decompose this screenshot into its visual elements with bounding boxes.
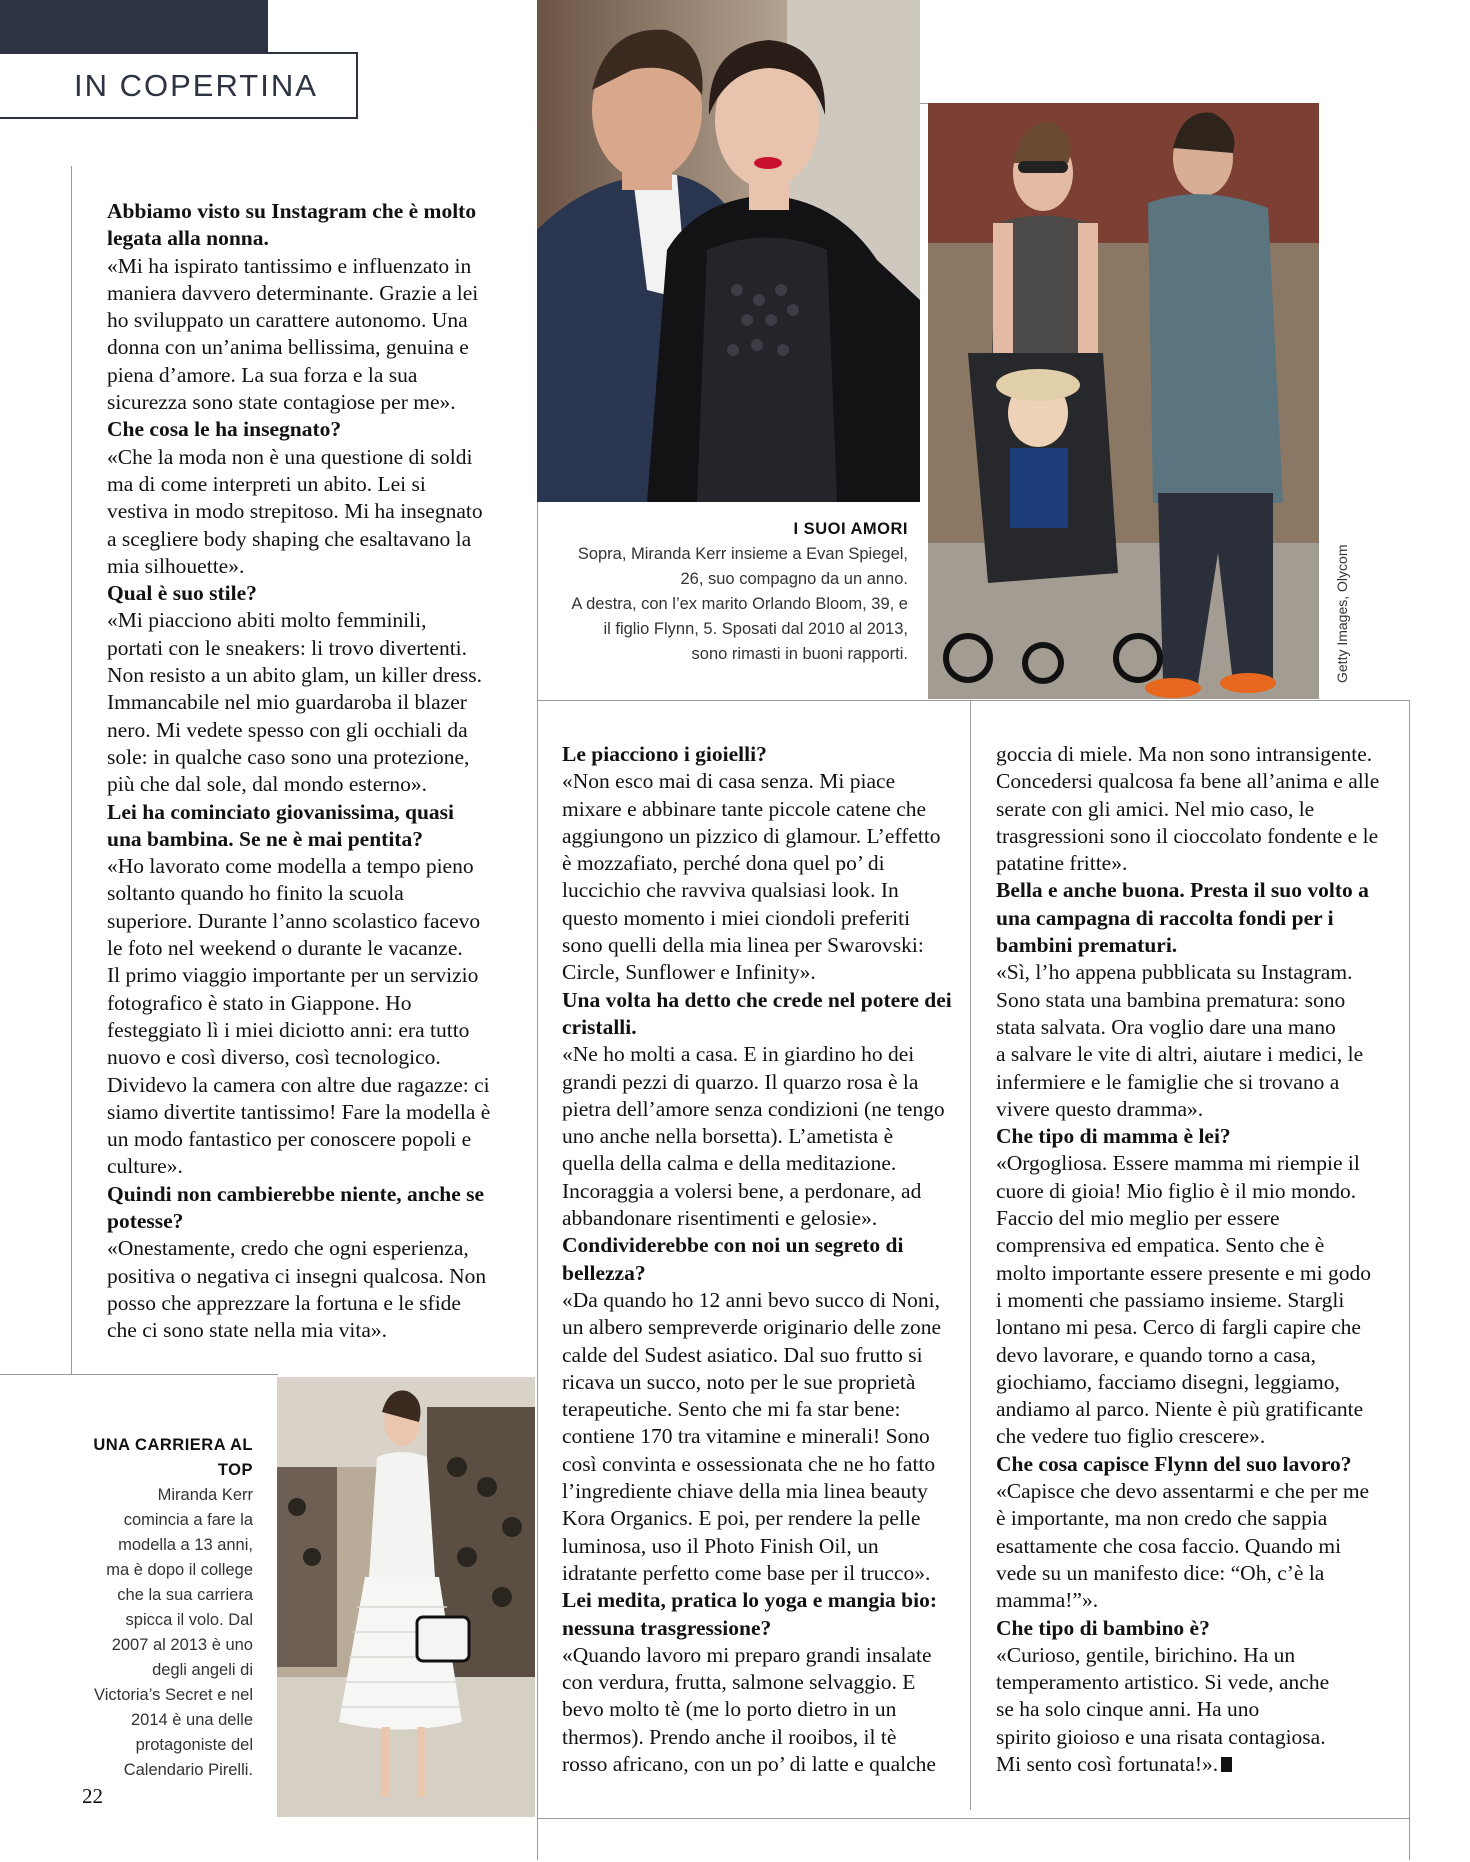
photo-couple [537,0,920,502]
interview-question-line: Abbiamo visto su Instagram che è molto [107,199,477,223]
interview-question-line: nessuna trasgressione? [562,1615,772,1640]
caption-amori-line: sono rimasti in buoni rapporti. [691,645,908,663]
interview-question-line: Condividerebbe con noi un segreto di [562,1233,904,1258]
interview-answer-line: se ha solo cinque anni. Ha uno [996,1697,1260,1722]
interview-answer-line: Concedersi qualcosa fa bene all’anima e alle [996,769,1380,794]
interview-answer-line: così convinta e ossessionata che ne ho fatto [562,1451,936,1476]
interview-question-line: Che tipo di bambino è? [996,1615,1210,1640]
interview-answer-line: è importante, ma non credo che sappia [996,1506,1328,1531]
caption-carriera-line: che la sua carriera [117,1586,253,1604]
interview-answer-line: sono quelli della mia linea per Swarovski: [562,933,924,958]
interview-answer-line: «Orgogliosa. Essere mamma mi riempie il [996,1151,1360,1176]
interview-answer-line: grandi pezzi di quarzo. Il quarzo rosa è la [562,1069,919,1094]
photo-runway [277,1377,535,1817]
interview-answer-line: stata salvata. Ora voglio dare una mano [996,1014,1336,1039]
interview-answer-line: vestiva in modo strepitoso. Mi ha insegnato [107,499,483,524]
caption-carriera-line: modella a 13 anni, [118,1536,253,1554]
section-label: IN COPERTINA [74,68,318,103]
interview-answer-line: spirito gioioso e una risata contagiosa. [996,1724,1326,1749]
interview-question-line: Una volta ha detto che crede nel potere dei [562,987,952,1012]
rule-middle-left [537,700,538,1860]
interview-answer-line: Immancabile nel mio guardaroba il blazer [107,690,467,715]
rule-top-right [920,103,928,104]
interview-answer-line: Faccio del mio meglio per essere [996,1206,1280,1231]
caption-carriera-line: comincia a fare la [123,1511,253,1529]
rule-left-bottom [0,1374,278,1375]
caption-carriera-line: degli angeli di [152,1661,253,1679]
interview-answer-line: «Mi piacciono abiti molto femminili, [107,608,427,633]
article-column-right [996,741,1401,1778]
interview-answer-line: quella della calma e della meditazione. [562,1151,897,1176]
interview-answer-line: l’ingrediente chiave della mia linea beauty [562,1479,928,1504]
interview-answer-line: cuore di gioia! Mio figlio è il mio mondo. [996,1178,1357,1203]
interview-answer-line: lontano mi pesa. Cerco di fargli capire che [996,1315,1361,1340]
interview-answer-line: piena d’amore. La sua forza e la sua [107,362,418,387]
caption-carriera [60,1433,253,1783]
interview-answer-line: bevo molto tè (me lo porto dietro in un [562,1697,897,1722]
interview-answer-line: a salvare le vite di altri, aiutare i medici, le [996,1042,1364,1067]
interview-question-line: bambini prematuri. [996,933,1178,958]
interview-answer-line: aggiungono un pizzico di glamour. L’effetto [562,823,941,848]
interview-question-line: Quindi non cambierebbe niente, anche se [107,1181,485,1206]
interview-answer-line: «Curioso, gentile, birichino. Ha un [996,1642,1296,1667]
interview-answer-line: mia silhouette». [107,553,245,578]
interview-answer-line: sole: in qualche caso sono una protezione, [107,744,470,769]
interview-answer-line: «Onestamente, credo che ogni esperienza, [107,1236,469,1261]
interview-answer-line: maniera davvero determinante. Grazie a lei [107,280,479,305]
interview-answer-line: «Mi ha ispirato tantissimo e influenzato in [107,253,472,278]
interview-answer-line: un albero sempreverde originario delle zone [562,1315,942,1340]
interview-answer-line: un modo fantastico per conoscere popoli e [107,1127,472,1152]
interview-answer-line: con verdura, frutta, salmone selvaggio. E [562,1670,916,1695]
interview-answer-line: nero. Mi vedete spesso con gli occhiali da [107,717,468,742]
photo-family [928,103,1319,699]
interview-answer-line: vivere questo dramma». [996,1096,1204,1121]
interview-question-line: bellezza? [562,1260,646,1285]
interview-answer-line: goccia di miele. Ma non sono intransigente. [996,742,1373,766]
caption-amori-title: I SUOI AMORI [793,520,908,538]
interview-answer-line: trasgressioni sono il cioccolato fondente e le [996,823,1379,848]
interview-answer-line: Dividevo la camera con altre due ragazze: ci [107,1072,490,1097]
interview-answer-line: portati con le sneakers: li trovo divertenti. [107,635,468,660]
rule-bottom [537,1818,1409,1819]
interview-answer-line: «Quando lavoro mi preparo grandi insalate [562,1642,932,1667]
interview-answer-line: luccichio che ravviva qualsiasi look. In [562,878,899,903]
interview-answer-line: sicurezza sono state contagiose per me». [107,390,456,415]
interview-answer-line: i momenti che passiamo insieme. Stargli [996,1287,1345,1312]
interview-question-line: Che tipo di mamma è lei? [996,1124,1231,1149]
caption-carriera-line: Victoria’s Secret e nel [94,1686,253,1704]
page-number: 22 [82,1784,103,1808]
interview-answer-line: «Ne ho molti a casa. E in giardino ho dei [562,1042,915,1067]
caption-carriera-line: ma è dopo il college [106,1561,253,1579]
photo-credit: Getty Images, Olycom [1334,544,1350,683]
interview-answer-line: è mozzafiato, perché dona quel po’ di [562,851,885,876]
interview-answer-line: Circle, Sunflower e Infinity». [562,960,816,985]
interview-answer-line: donna con un’anima bellissima, genuina e [107,335,469,360]
article-column-left [107,198,517,1344]
interview-answer-line: le foto nel weekend o durante le vacanze. [107,936,463,961]
interview-answer-line: Non resisto a un abito glam, un killer dress. [107,663,482,688]
interview-answer-line: «Da quando ho 12 anni bevo succo di Noni, [562,1287,940,1312]
interview-answer-line: Kora Organics. E poi, per rendere la pelle [562,1506,921,1531]
rule-mid [537,700,1410,701]
rule-left-column [71,166,72,1374]
interview-answer-line: calde del Sudest asiatico. Dal suo frutto si [562,1342,923,1367]
interview-answer-line: andiamo al parco. Niente è più gratificante [996,1397,1364,1422]
article-column-middle [562,741,967,1778]
caption-carriera-line: protagoniste del [135,1736,253,1754]
interview-answer-line: pietra dell’amore senza condizioni (ne tengo [562,1096,945,1121]
interview-answer-line: infermiere e le famiglie che si trovano a [996,1069,1340,1094]
interview-answer-line: siamo divertite tantissimo! Fare la modella è [107,1099,491,1124]
interview-answer-line: patatine fritte». [996,851,1128,876]
interview-answer-line: culture». [107,1154,183,1179]
interview-question-line: Bella e anche buona. Presta il suo volto a [996,878,1369,903]
interview-answer-line: thermos). Prendo anche il rooibos, il tè [562,1724,897,1749]
caption-amori [560,517,908,667]
interview-answer-line: ma di come interpreti un abito. Lei si [107,471,426,496]
caption-carriera-line: 2014 è una delle [130,1711,253,1729]
interview-answer-line: rosso africano, con un po’ di latte e qualche [562,1751,936,1776]
interview-answer-line: «Sì, l’ho appena pubblicata su Instagram. [996,960,1353,985]
caption-carriera-line: 2007 al 2013 è uno [111,1636,253,1654]
interview-question-line: Lei medita, pratica lo yoga e mangia bio: [562,1588,938,1613]
interview-answer-line: giochiamo, facciamo disegni, leggiamo, [996,1369,1340,1394]
interview-question-line: una bambina. Se ne è mai pentita? [107,826,423,851]
rule-col-divider [970,700,971,1810]
interview-answer-line: Sono stata una bambina prematura: sono [996,987,1346,1012]
rule-right-edge [1409,700,1410,1860]
interview-answer-line: che ci sono state nella mia vita». [107,1318,388,1343]
interview-answer-line: mixare e abbinare tante piccole catene che [562,796,927,821]
caption-carriera-line: Miranda Kerr [157,1486,253,1504]
interview-answer-line: luminosa, uso il Photo Finish Oil, un [562,1533,879,1558]
interview-answer-line: comprensiva ed empatica. Sento che è [996,1233,1325,1258]
interview-question-line: Qual è suo stile? [107,581,257,606]
interview-question-line: legata alla nonna. [107,226,269,251]
interview-answer-line: devo lavorare, e quando torno a casa, [996,1342,1316,1367]
interview-answer-line: molto importante essere presente e mi godo [996,1260,1371,1285]
interview-answer-line: temperamento artistico. Si vede, anche [996,1670,1330,1695]
interview-answer-line: Il primo viaggio importante per un servizio [107,963,479,988]
interview-answer-line: ho sviluppato un carattere autonomo. Una [107,308,468,333]
caption-amori-line: 26, suo compagno da un anno. [680,570,908,588]
interview-question-line: Lei ha cominciato giovanissima, quasi [107,799,455,824]
interview-answer-line: Incoraggia a volersi bene, a perdonare, ad [562,1178,922,1203]
interview-answer-line: contiene 170 tra vitamine e minerali! Sono [562,1424,930,1449]
interview-answer-line: vede su un manifesto dice: “Oh, c’è la [996,1560,1325,1585]
end-of-article-icon [1221,1757,1232,1772]
interview-answer-line: Mi sento così fortunata!». [996,1751,1401,1778]
interview-answer-line: festeggiato lì i miei diciotto anni: era tutto [107,1017,470,1042]
photo-couple-image [537,0,920,502]
interview-answer-line: fotografico è stato in Giappone. Ho [107,990,412,1015]
interview-answer-line: ricava un succo, noto per le sue proprietà [562,1369,916,1394]
caption-carriera-line: Calendario Pirelli. [123,1761,253,1779]
interview-answer-line: positiva o negativa ci insegni qualcosa. Non [107,1263,487,1288]
interview-answer-line: «Ho lavorato come modella a tempo pieno [107,854,474,879]
interview-answer-line: «Capisce che devo assentarmi e che per me [996,1479,1370,1504]
interview-answer-line: serate con gli amici. Nel mio caso, le [996,796,1315,821]
interview-answer-line: «Che la moda non è una questione di soldi [107,444,473,469]
interview-answer-line: questo momento i miei ciondoli preferiti [562,905,911,930]
interview-answer-line: uno anche nella borsetta). L’ametista è [562,1124,894,1149]
interview-answer-line: mamma!”». [996,1588,1099,1613]
interview-question-line: una campagna di raccolta fondi per i [996,905,1334,930]
interview-answer-line: abbandonare risentimenti e gelosie». [562,1206,878,1231]
interview-question-line: Che cosa le ha insegnato? [107,417,342,442]
caption-carriera-title: UNA CARRIERA AL TOP [93,1436,253,1479]
caption-amori-line: il figlio Flynn, 5. Sposati dal 2010 al 2013, [603,620,908,638]
interview-question-line: Le piacciono i gioielli? [562,742,767,766]
photo-runway-image [277,1377,535,1817]
photo-family-image [928,103,1319,699]
caption-carriera-line: spicca il volo. Dal [125,1611,253,1629]
interview-answer-line: terapeutiche. Sento che mi fa star bene: [562,1397,901,1422]
interview-answer-line: soltanto quando ho finito la scuola [107,881,404,906]
interview-question-line: potesse? [107,1208,184,1233]
caption-amori-line: A destra, con l’ex marito Orlando Bloom, 39, e [571,595,908,613]
interview-answer-line: esattamente che cosa faccio. Quando mi [996,1533,1342,1558]
interview-question-line: Che cosa capisce Flynn del suo lavoro? [996,1451,1352,1476]
interview-answer-line: idratante perfetto come base per il trucco». [562,1560,931,1585]
interview-answer-line: a scegliere body shaping che esaltavano la [107,526,472,551]
interview-answer-line: più che dal sole, dal mondo esterno». [107,772,428,797]
interview-answer-line: nuovo e così diverso, così tecnologico. [107,1045,441,1070]
interview-answer-line: «Non esco mai di casa senza. Mi piace [562,769,896,794]
interview-answer-line: che vedere tuo figlio crescere». [996,1424,1266,1449]
rule-caption-left [537,502,538,702]
header-band [0,0,268,54]
interview-answer-line: posso che apprezzare la fortuna e le sfide [107,1290,461,1315]
caption-amori-line: Sopra, Miranda Kerr insieme a Evan Spiegel, [577,545,908,563]
interview-question-line: cristalli. [562,1014,637,1039]
interview-answer-line: superiore. Durante l’anno scolastico facevo [107,908,481,933]
